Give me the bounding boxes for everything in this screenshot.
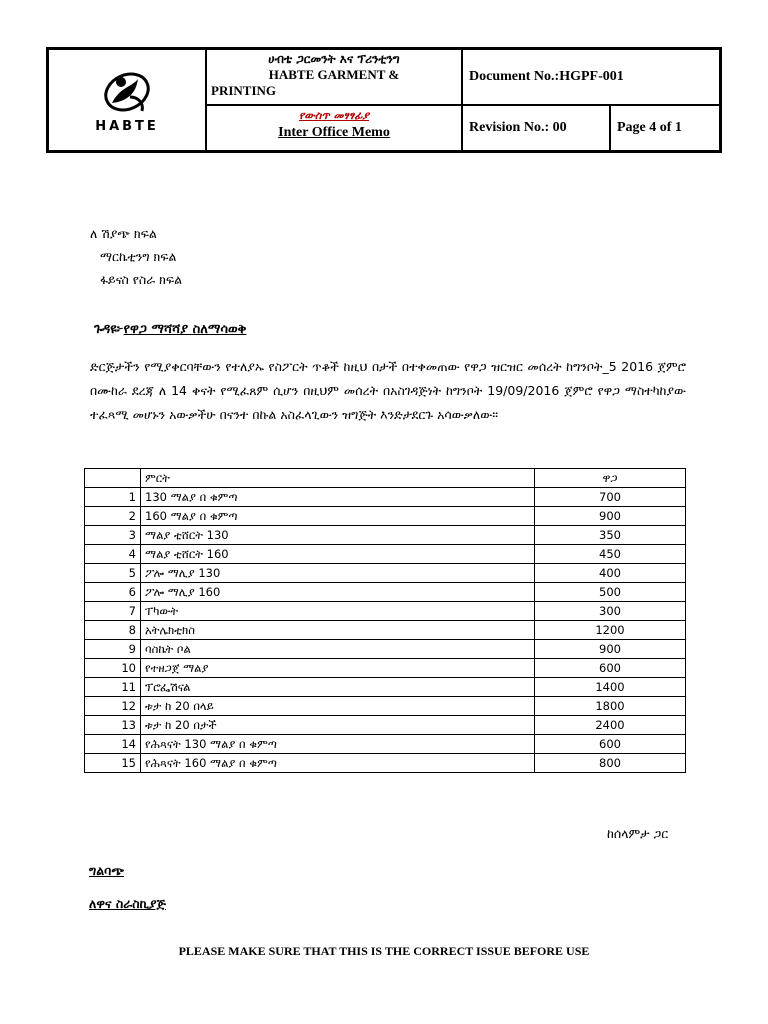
- habte-logo-icon: [98, 67, 156, 117]
- row-price: 350: [535, 526, 686, 545]
- header-price: ዋጋ: [535, 469, 686, 488]
- row-price: 600: [535, 735, 686, 754]
- company-name-english-line1: HABTE GARMENT &: [268, 67, 400, 82]
- row-number: 11: [85, 678, 141, 697]
- subject-label: ጉዳዩ፦: [94, 322, 124, 337]
- row-number: 7: [85, 602, 141, 621]
- table-row: [85, 659, 686, 678]
- revision-number: Revision No.: 00: [463, 106, 611, 150]
- document-number: Document No.:HGPF-001: [463, 50, 719, 106]
- page-number: Page 4 of 1: [617, 120, 682, 135]
- row-price: 1200: [535, 621, 686, 640]
- row-product: ፖሎ ማሊያ 160: [141, 583, 535, 602]
- row-product: ፕሮፌሽናል: [141, 678, 535, 697]
- table-row: [85, 735, 686, 754]
- logo-wordmark: HABTE: [95, 118, 159, 134]
- row-number: 5: [85, 564, 141, 583]
- row-product: ፐካውት: [141, 602, 535, 621]
- memo-title-english: Inter Office Memo: [278, 125, 390, 140]
- row-product: ማልያ ቲሸርት 130: [141, 526, 535, 545]
- row-price: 450: [535, 545, 686, 564]
- row-product: ማልያ ቲሸርት 160: [141, 545, 535, 564]
- row-number: 10: [85, 659, 141, 678]
- row-price: 1400: [535, 678, 686, 697]
- row-price: 400: [535, 564, 686, 583]
- recipient-list: [90, 222, 182, 291]
- row-price: 300: [535, 602, 686, 621]
- row-product: የተዘጋጀ ማልያ: [141, 659, 535, 678]
- company-name-amharic: ሀብቴ ጋርመንት እና ፕሪንቲንግ: [268, 52, 400, 66]
- company-name-english: [211, 67, 457, 99]
- table-row: [85, 621, 686, 640]
- price-table-body: [85, 488, 686, 773]
- header-product: ምርት: [141, 469, 535, 488]
- table-row: [85, 545, 686, 564]
- table-row: [85, 640, 686, 659]
- row-product: ፖሎ ማሊያ 130: [141, 564, 535, 583]
- subject-line: [94, 322, 246, 337]
- subject-text: የዋጋ ማሻሻያ ስለማሳወቅ: [123, 322, 247, 337]
- table-row: [85, 697, 686, 716]
- logo-cell: [49, 50, 207, 150]
- row-product: 160 ማልያ በ ቁምጣ: [141, 507, 535, 526]
- row-number: 8: [85, 621, 141, 640]
- memo-title-cell: [207, 106, 463, 150]
- table-row: [85, 526, 686, 545]
- header-number: [85, 469, 141, 488]
- row-number: 14: [85, 735, 141, 754]
- row-product: ቱታ ከ 20 በታች: [141, 716, 535, 735]
- row-product: የሕጻናት 130 ማልያ በ ቁምጣ: [141, 735, 535, 754]
- footer-notice: PLEASE MAKE SURE THAT THIS IS THE CORRECT ISSUE BEFORE USE: [178, 944, 590, 958]
- row-number: 2: [85, 507, 141, 526]
- table-row: [85, 564, 686, 583]
- cc-recipient: ለዋና ስራስኪያጅ: [89, 896, 166, 911]
- row-price: 900: [535, 640, 686, 659]
- row-number: 9: [85, 640, 141, 659]
- row-product: ቱታ ከ 20 በላይ: [141, 697, 535, 716]
- row-number: 4: [85, 545, 141, 564]
- row-price: 700: [535, 488, 686, 507]
- row-product: የሕጻናት 160 ማልያ በ ቁምጣ: [141, 754, 535, 773]
- row-product: 130 ማልያ በ ቁምጣ: [141, 488, 535, 507]
- closing-regards: ከሰላምታ ጋር: [607, 826, 669, 841]
- row-number: 6: [85, 583, 141, 602]
- company-name-cell: [207, 50, 463, 106]
- cc-label: ግልባጭ: [89, 863, 124, 878]
- row-product: ባስኬት ቦል: [141, 640, 535, 659]
- table-header-row: [85, 469, 686, 488]
- table-row: [85, 507, 686, 526]
- table-row: [85, 583, 686, 602]
- row-number: 13: [85, 716, 141, 735]
- table-row: [85, 488, 686, 507]
- row-price: 800: [535, 754, 686, 773]
- recipient-marketing: ማርኬቲንግ ክፍል: [100, 249, 177, 264]
- row-price: 1800: [535, 697, 686, 716]
- document-header: [46, 47, 722, 153]
- table-row: [85, 716, 686, 735]
- table-row: [85, 678, 686, 697]
- row-number: 3: [85, 526, 141, 545]
- row-price: 2400: [535, 716, 686, 735]
- recipient-finance: ፋይናስ የስራ ክፍል: [100, 272, 183, 287]
- memo-title-amharic: የውስጥ መፃፃፊያ: [298, 109, 370, 122]
- row-price: 900: [535, 507, 686, 526]
- row-price: 600: [535, 659, 686, 678]
- price-table: [84, 468, 686, 773]
- row-product: አትሌክቲክስ: [141, 621, 535, 640]
- row-price: 500: [535, 583, 686, 602]
- row-number: 12: [85, 697, 141, 716]
- recipient-sales: ለ ሽያጭ ክፍል: [90, 226, 157, 241]
- company-name-english-line2: PRINTING: [211, 83, 277, 98]
- table-row: [85, 602, 686, 621]
- row-number: 15: [85, 754, 141, 773]
- table-row: [85, 754, 686, 773]
- row-number: 1: [85, 488, 141, 507]
- memo-body: ድርጅታችን የሚያቀርባቸውን የተለያኡ የስፖርት ጥቆች ከዚህ በታች በተቀመጠው የዋጋ ዝርዝር መሰረት ከግንቦት_5 2016 ጀምሮ በሙከራ ደረጃ ለ 14 ቀናት የሚፈጸም ሲሆን በዚህም መሰረት በአስገዳጅነት ከግንቦት 19/09/2016 ጀምሮ የዋጋ ማስተካከያው ተፈጻሚ መሆኑን አውቃችሁ በናንተ በኩል አስፈላጊውን ዝግጅት እንድታደርጉ አሳውቃለው።: [90, 359, 686, 422]
